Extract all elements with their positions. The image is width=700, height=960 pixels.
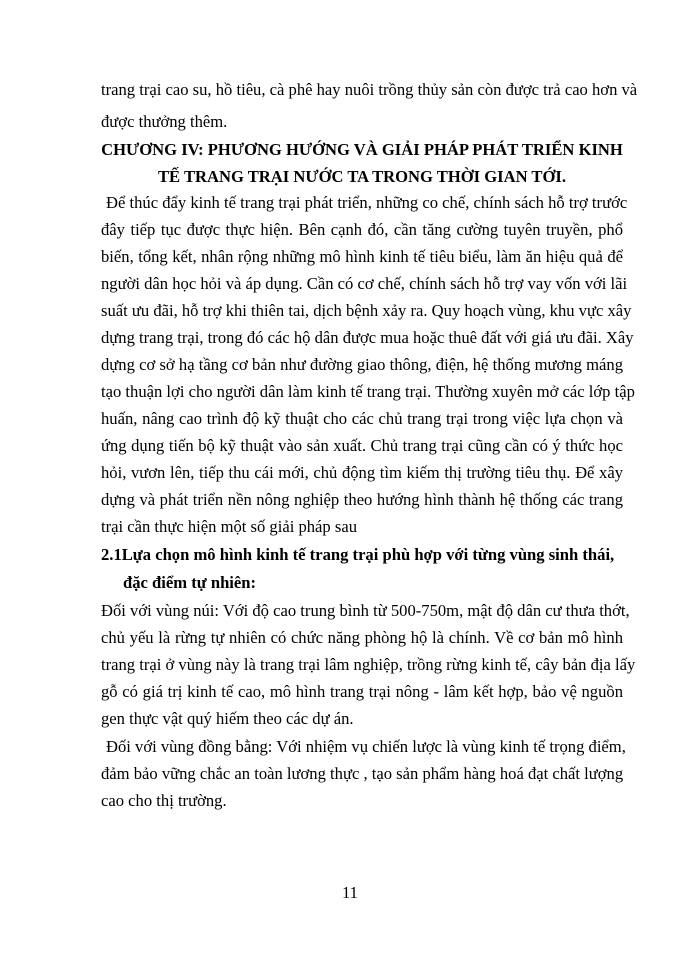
body-line: trại cần thực hiện một số giải pháp sau	[101, 517, 357, 536]
body-line: chủ yếu là rừng tự nhiên có chức năng phòng hộ là chính. Về cơ bản mô hình	[101, 628, 623, 647]
body-line: đảm bảo vững chắc an toàn lương thực , tạo sản phẩm hàng hoá đạt chất lượng	[101, 764, 624, 783]
body-line: Đối với vùng núi: Với độ cao trung bình từ 500-750m, mật độ dân cư thưa thớt,	[101, 601, 630, 620]
page-number: 11	[342, 883, 358, 902]
section-heading-line: 2.1Lựa chọn mô hình kinh tế trang trại phù hợp với từng vùng sinh thái,	[101, 545, 615, 564]
body-line: được thưởng thêm.	[101, 112, 228, 131]
body-line: người dân học hỏi và áp dụng. Cần có cơ chế, chính sách hỗ trợ vay vốn với lãi	[101, 274, 628, 293]
body-line: đây tiếp tục được thực hiện. Bên cạnh đó, cần tăng cường tuyên truyền, phổ	[101, 220, 623, 239]
body-line: biến, tổng kết, nhân rộng những mô hình kinh tế tiêu biểu, làm ăn hiệu quả để	[101, 247, 623, 266]
body-line: tạo thuận lợi cho người dân làm kinh tế trang trại. Thường xuyên mở các lớp tập	[101, 382, 635, 401]
body-line: trang trại ở vùng này là trang trại lâm nghiệp, trồng rừng kinh tế, cây bản địa lấy	[101, 655, 636, 674]
section-heading-line: đặc điểm tự nhiên:	[123, 573, 257, 592]
body-line: gỗ có giá trị kinh tế cao, mô hình trang trại nông - lâm kết hợp, bảo vệ nguồn	[101, 682, 623, 701]
body-line: Đối với vùng đồng bằng: Với nhiệm vụ chiến lược là vùng kinh tế trọng điểm,	[106, 737, 626, 756]
body-line: suất ưu đãi, hỗ trợ khi thiên tai, dịch bệnh xảy ra. Quy hoạch vùng, khu vực xây	[101, 301, 632, 320]
body-line: Để thúc đẩy kinh tế trang trại phát triển, những co chế, chính sách hỗ trợ trước	[106, 193, 628, 212]
body-line: dựng cơ sở hạ tầng cơ bản như đường giao thông, điện, hệ thống mương máng	[101, 355, 623, 374]
body-line: trang trại cao su, hồ tiêu, cà phê hay nuôi trồng thủy sản còn được trả cao hơn và	[101, 80, 638, 99]
body-line: hỏi, vươn lên, tiếp thu cái mới, chủ động tìm kiếm thị trường tiêu thụ. Để xây	[101, 463, 623, 482]
chapter-heading-line: CHƯƠNG IV: PHƯƠNG HƯỚNG VÀ GIẢI PHÁP PHÁT TRIỂN KINH	[101, 140, 623, 159]
body-line: dựng trang trại, trong đó các hộ dân được mua hoặc thuê đất với giá ưu đãi. Xây	[101, 328, 634, 347]
body-line: cao cho thị trường.	[101, 791, 227, 810]
body-line: ứng dụng tiến bộ kỹ thuật vào sản xuất. Chủ trang trại cũng cần có ý thức học	[101, 436, 623, 455]
body-line: gen thực vật quý hiếm theo các dự án.	[101, 709, 354, 728]
body-line: huấn, nâng cao trình độ kỹ thuật cho các chủ trang trại trong việc lựa chọn và	[101, 409, 623, 428]
body-line: dựng và phát triển nền nông nghiệp theo hướng hình thành hệ thống các trang	[101, 490, 623, 509]
chapter-heading-line: TẾ TRANG TRẠI NƯỚC TA TRONG THỜI GIAN TỚI.	[157, 167, 567, 186]
